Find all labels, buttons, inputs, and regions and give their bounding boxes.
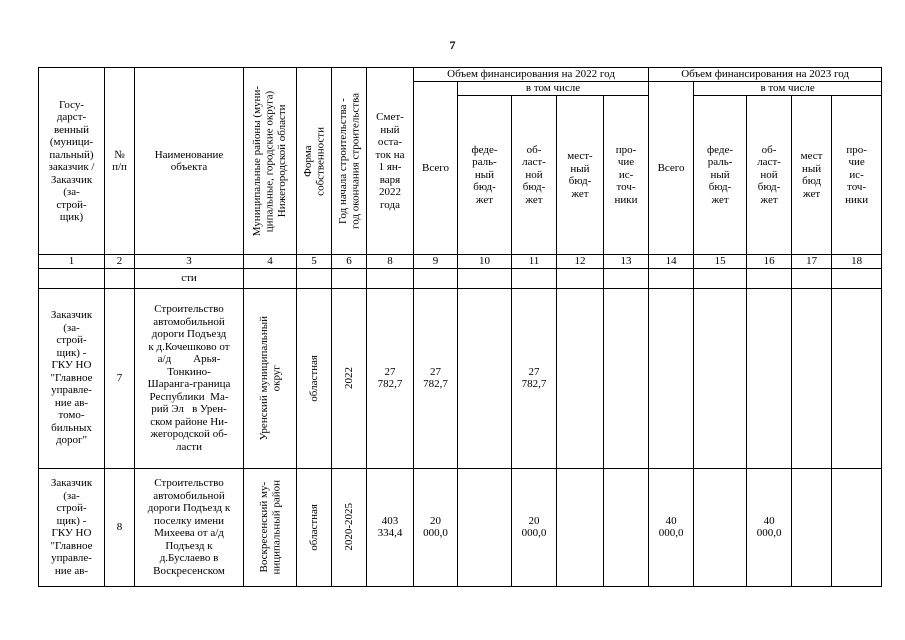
column-number: 5 (297, 255, 332, 269)
row-local-2023 (792, 288, 832, 468)
header-estimate: Смет- ный оста- ток на 1 ян- варя 2022 года (367, 68, 414, 255)
column-number: 9 (414, 255, 458, 269)
row-federal-2022 (458, 468, 512, 586)
header-years: Год начала строительства - год окончания строительства (332, 68, 367, 255)
column-number: 13 (604, 255, 649, 269)
table-row (39, 468, 882, 586)
header-districts: Муниципальные районы (муни- ципальные, городские округа) Нижегородской области (244, 68, 297, 255)
row-object-name: Строительство автомобильной дороги Подъезд к д.Кочешково от а/д Арья- Тонкино- Шаранга-граница Республики Ма- рий Эл в Урен- ском районе Ни- жегородской об- ласти (135, 288, 244, 468)
row-other-2022 (604, 468, 649, 586)
header-local-2022: мест- ный бюд- жет (557, 96, 604, 255)
table-row (39, 288, 882, 468)
row-estimate: 27 782,7 (367, 288, 414, 468)
row-other-2022 (604, 288, 649, 468)
column-number: 6 (332, 255, 367, 269)
header-funding-2023: Объем финансирования на 2023 год (649, 68, 882, 82)
column-number: 12 (557, 255, 604, 269)
row-number: 7 (105, 288, 135, 468)
header-federal-2023: феде- раль- ный бюд- жет (694, 96, 747, 255)
header-ownership: Форма собственности (297, 68, 332, 255)
column-number: 3 (135, 255, 244, 269)
row-customer: Заказчик (за- строй- щик) - ГКУ НО "Главное управле- ние ав- томо- бильных дорог" (39, 288, 105, 468)
row-total-2022: 27 782,7 (414, 288, 458, 468)
header-other-2023: про- чие ис- точ- ники (832, 96, 882, 255)
header-number: № п/п (105, 68, 135, 255)
continuation-text: сти (135, 268, 244, 288)
row-district: Уренский муниципальный округ (244, 288, 297, 468)
continuation-row (39, 268, 882, 288)
header-object-name: Наименование объекта (135, 68, 244, 255)
row-other-2023 (832, 288, 882, 468)
header-total-2023: Всего (649, 82, 694, 255)
header-other-2022: про- чие ис- точ- ники (604, 96, 649, 255)
header-regional-2023: об- ласт- ной бюд- жет (747, 96, 792, 255)
header-row-1 (39, 68, 882, 82)
row-federal-2022 (458, 288, 512, 468)
header-total-2022: Всего (414, 82, 458, 255)
column-numbers-row (39, 255, 882, 269)
header-local-2023: мест ный бюд жет (792, 96, 832, 255)
column-number: 11 (512, 255, 557, 269)
column-number: 18 (832, 255, 882, 269)
column-number: 2 (105, 255, 135, 269)
column-number: 10 (458, 255, 512, 269)
row-regional-2022: 20 000,0 (512, 468, 557, 586)
row-total-2022: 20 000,0 (414, 468, 458, 586)
row-regional-2023 (747, 288, 792, 468)
row-number: 8 (105, 468, 135, 586)
column-number: 17 (792, 255, 832, 269)
header-including-2022: в том числе (458, 82, 649, 96)
row-federal-2023 (694, 468, 747, 586)
row-ownership: областная (297, 288, 332, 468)
financing-table (38, 67, 882, 587)
column-number: 16 (747, 255, 792, 269)
row-years: 2022 (332, 288, 367, 468)
column-number: 1 (39, 255, 105, 269)
row-local-2022 (557, 288, 604, 468)
row-customer: Заказчик (за- строй- щик) - ГКУ НО "Главное управле- ние ав- (39, 468, 105, 586)
row-object-name: Строительство автомобильной дороги Подъезд к поселку имени Михеева от а/д Подъезд к д.Буслаево в Воскресенском (135, 468, 244, 586)
row-regional-2022: 27 782,7 (512, 288, 557, 468)
header-regional-2022: об- ласт- ной бюд- жет (512, 96, 557, 255)
row-federal-2023 (694, 288, 747, 468)
row-local-2023 (792, 468, 832, 586)
page-number: 7 (449, 38, 456, 52)
column-number: 15 (694, 255, 747, 269)
column-number: 14 (649, 255, 694, 269)
column-number: 4 (244, 255, 297, 269)
column-number: 8 (367, 255, 414, 269)
row-other-2023 (832, 468, 882, 586)
header-funding-2022: Объем финансирования на 2022 год (414, 68, 649, 82)
row-local-2022 (557, 468, 604, 586)
row-years: 2020-2025 (332, 468, 367, 586)
row-ownership: областная (297, 468, 332, 586)
row-total-2023 (649, 288, 694, 468)
header-customer: Госу- дарст- венный (муници- пальный) заказчик / Заказчик (за- строй- щик) (39, 68, 105, 255)
row-estimate: 403 334,4 (367, 468, 414, 586)
header-federal-2022: феде- раль- ный бюд- жет (458, 96, 512, 255)
header-including-2023: в том числе (694, 82, 882, 96)
row-total-2023: 40 000,0 (649, 468, 694, 586)
row-district: Воскресенский му- ниципальный район (244, 468, 297, 586)
row-regional-2023: 40 000,0 (747, 468, 792, 586)
